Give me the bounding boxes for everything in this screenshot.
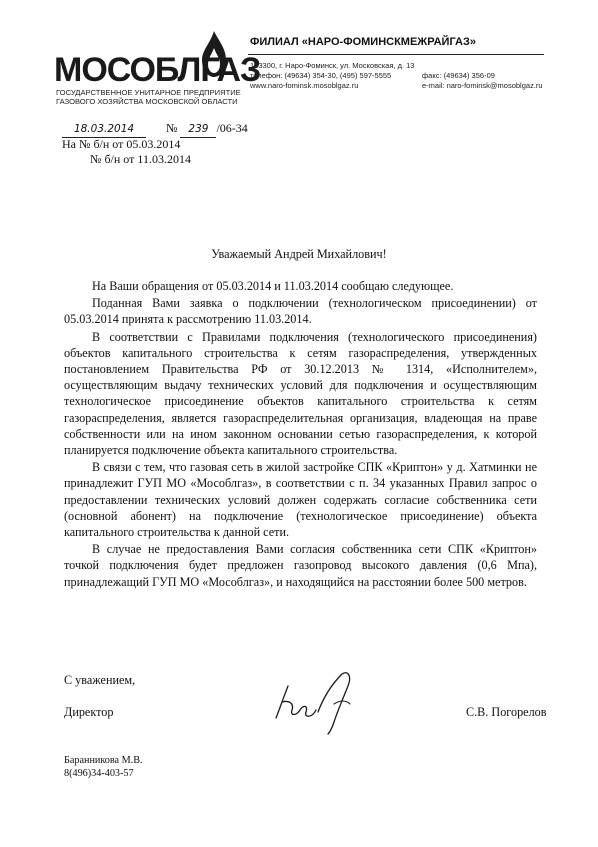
executor-phone: 8(496)34-403-57 (64, 768, 134, 779)
outgoing-suffix: /06-34 (216, 121, 248, 135)
contact-block (250, 61, 543, 91)
letter-body (64, 278, 537, 590)
paragraph: Поданная Вами заявка о подключении (технологическом присоединении) от 05.03.2014 принята к рассмотрению 11.03.2014. (64, 296, 537, 327)
branch-name: ФИЛИАЛ «НАРО-ФОМИНСКМЕЖРАЙГАЗ» (250, 36, 476, 48)
email-link[interactable]: e-mail: naro-fominsk@mosoblgaz.ru (422, 81, 543, 90)
executor-info (64, 754, 143, 780)
phone: телефон: (49634) 354-30, (495) 597-5555 (250, 71, 392, 80)
outgoing-reference (62, 121, 248, 138)
fax: факс: (49634) 356-09 (422, 71, 495, 80)
logo-wordmark: МОСОБЛГАЗ (54, 51, 261, 89)
paragraph: В связи с тем, что газовая сеть в жилой застройке СПК «Криптон» у д. Хатминки не принадлежит ГУП МО «Мособлгаз», в соответствии с п. 34 указанных Правил запрос о предоставлении технических условий должен содержать согласие собственника сети (основной абонент) на подключение (технологическое присоединение) объекта капитального строительства к данной сети. (64, 460, 537, 540)
signer-name: С.В. Погорелов (466, 705, 547, 719)
handwritten-signature (268, 666, 378, 736)
signer-position: Директор (64, 705, 114, 719)
website-link[interactable]: www.naro-fominsk.mosoblgaz.ru (250, 81, 359, 90)
salutation: Уважаемый Андрей Михайлович! (211, 247, 387, 261)
company-logo (54, 30, 261, 110)
executor-name: Баранникова М.В. (64, 755, 143, 766)
paragraph: На Ваши обращения от 05.03.2014 и 11.03.2014 сообщаю следующее. (92, 279, 454, 293)
paragraph: В случае не предоставления Вами согласия собственника сети СПК «Криптон» точкой подключения будет предложен газопровод высокого давления (0,6 Мпа), принадлежащий ГУП МО «Мособлгаз», и находящийся на расстоянии более 500 метров. (64, 542, 537, 589)
closing: С уважением, (64, 673, 136, 687)
incoming-reference-2: № б/н от 11.03.2014 (90, 152, 191, 166)
paragraph: В соответствии с Правилами подключения (технологического присоединения) объектов капитального строительства к сетям газораспределения, утвержденных постановлением Правительства РФ от 30.12.2013 № 1314, «Исполнителем», осуществляющим выдачу технических условий для подключения и осуществляющим технологическое присоединение объектов капитального строительства к сетям газораспределения, является газораспределительная организация, владеющая на праве собственности или на ином законном основании сетью газораспределения, к которой планируется подключение объекта капитального строительства. (64, 329, 537, 458)
outgoing-number: 239 (180, 122, 216, 138)
header-divider (248, 54, 544, 55)
number-sign: № (166, 121, 178, 135)
incoming-reference-1: На № б/н от 05.03.2014 (62, 137, 181, 151)
address: 143300, г. Наро-Фоминск, ул. Московская, д. 13 (250, 61, 415, 70)
outgoing-date: 18.03.2014 (62, 122, 146, 138)
logo-subtitle: ГОСУДАРСТВЕННОЕ УНИТАРНОЕ ПРЕДПРИЯТИЕ ГАЗОВОГО ХОЗЯЙСТВА МОСКОВСКОЙ ОБЛАСТИ (56, 88, 241, 106)
